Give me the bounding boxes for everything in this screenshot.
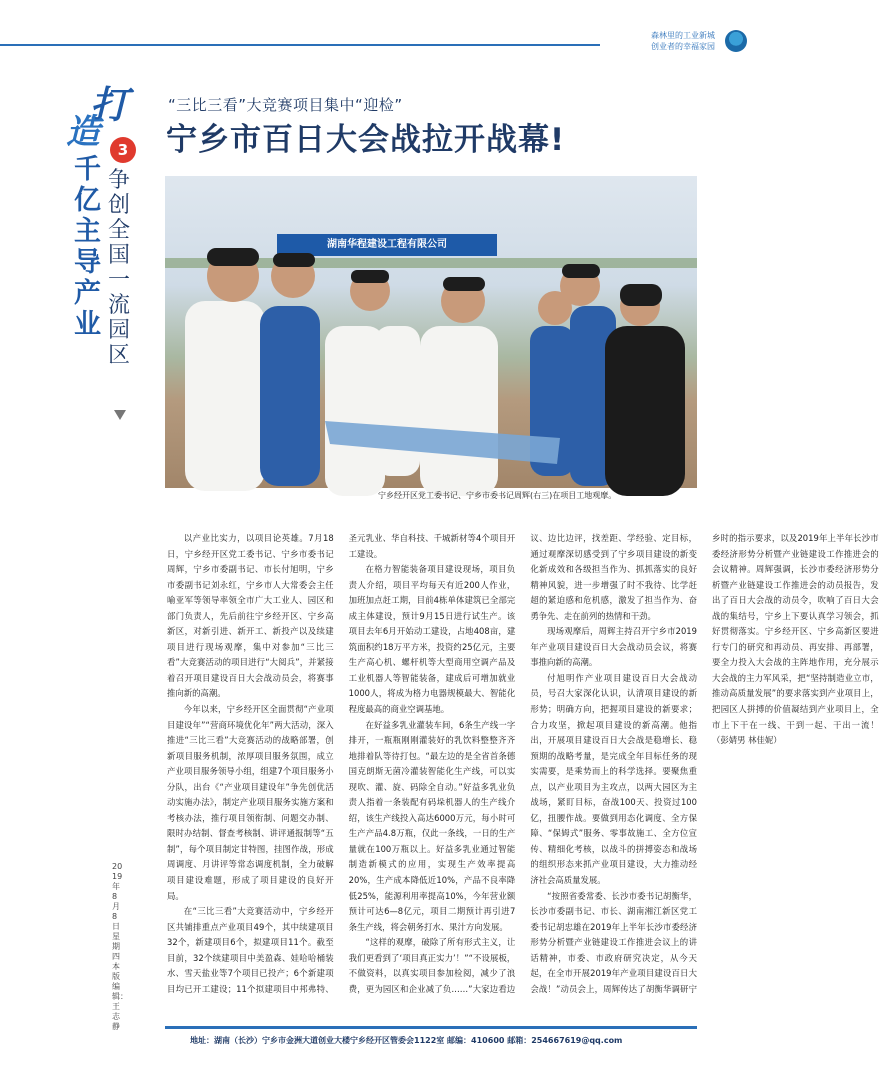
header-rule	[0, 44, 600, 46]
news-photo	[165, 176, 697, 488]
triangle-down-icon	[114, 410, 126, 420]
slogan-line-2: 创业者的幸福家园	[651, 42, 715, 51]
park-logo-icon	[725, 30, 747, 52]
paragraph: 现场观摩后，周辉主持召开宁乡市2019年产业项目建设百日大会战动员会议，将赛事推向新的高潮。	[530, 626, 697, 668]
section-title-main: 千亿主导产业	[74, 154, 101, 340]
article-headline: 宁乡市百日大会战拉开战幕!	[166, 122, 566, 158]
paragraph: 在格力智能装备项目建设现场，项目负责人介绍，项目平均每天有近200人作业，加班加点赶工期，目前4栋单体建筑已全部完成主体建设，预计9月15日进行试生产。该项目去年6月开始动工建设，占地408亩，建筑面积约18万平方米，投资约25亿元，主要生产高心机、螺杆机等大型商用空调产品及工业机器人等智能装备，建成后可增加就业1000人，将成为格力电器规模最大、智能化程度最高的商业空调基地。	[348, 564, 516, 715]
footer-rule	[165, 1026, 697, 1029]
section-subtitle: 争创全国一流园区	[108, 168, 131, 368]
people-illustration	[165, 176, 697, 488]
header-slogan	[651, 30, 715, 52]
slogan-line-1: 森林里的工业新城	[651, 31, 715, 40]
article-body	[167, 531, 879, 1003]
photo-caption: 宁乡经开区党工委书记、宁乡市委书记周辉(右三)在项目工地观摩。	[378, 491, 617, 500]
paragraph: 在好益多乳业灌装车间，6条生产线一字排开，一瓶瓶刚刚灌装好的乳饮料整整齐齐地排着队等待打包。“最左边的是全省首条德国克朗斯无菌冷灌装智能化生产线，可以实现吹、灌、旋、码除全自动。”好益多乳业负责人指着一条装配有码垛机器人的生产线介绍，该生产线投入高达6000万元，每小时可生产产品4.8万瓶，仅此一条线，一日的生产量就在100万瓶以上。好益多乳业通过智能制造新模式的应用，实现生产效率提高20%，生产成本降低近10%，产品不良率降低25%，能源利用率提高10%，今年营业额预计可达6—8亿元，项目二期预计再引进7条生产线，将会朝务打水、果汁方向发展。	[348, 719, 516, 932]
paragraph: “按照省委常委、长沙市委书记胡衡华，长沙市委副书记、市长、湖南湘江新区党工委书记胡忠雄在2019年上半年长沙市委经济形势分析暨产业链建设工作推进会议上的讲话精神，市委、市政府研究决定，从今天起，在全市开展2019年产业项目建设百日大会战！”动员会上，周辉传达了胡衡华调研宁乡时的指示要求，以及2019年上半年长沙市委经济形势分析暨产业链建设工作推进会的会议精神。周辉强调，长沙市委经济形势分析暨产业链建设工作推进会的动员报告，发出了百日大会战的动员令，吹响了百日大会战的集结号，宁乡上下要认真学习领会，抓好贯彻落实。宁乡经开区、宁乡高新区要进行专门的研究和再动员、再安排、再部署，要全力投入大会战的主阵地作用，充分展示大会战的主力军风采，把“坚持制造业立市，推动高质量发展”的要求落实到产业项目上，把园区人拼搏的价值凝结到产业项目上，全市上下干在一线、干到一起、干出一流！（彭婧男 林佳妮）	[530, 533, 879, 994]
article-kicker: “三比三看”大竞赛项目集中“迎检”	[168, 96, 403, 114]
paragraph: 在“三比三看”大竞赛活动中，宁乡经开区共铺排重点产业项目49个，其中续建项目32个，新建项目6个，拟建项目11个。截至目前，32个续建项目中美盈森、娃哈哈桶装水、雪天盐业等7个项目已投产；6个新建项目均已开工建设；11个拟建项目中邦弗特、圣元乳业、华自科技、千城新材等4个项目开工建设。	[167, 533, 516, 994]
photo-banner: 湖南华程建设工程有限公司	[277, 234, 497, 256]
paragraph: 付旭明作产业项目建设百日大会战动员，号召大家深化认识，认清项目建设的新形势；明确方向，把握项目建设的新要求；合力攻坚，掀起项目建设的新高潮。他指出，开展项目建设百日大会战是稳增长、稳预期的战略考量，是完成全年目标任务的现实需要，是乘势而上的科学选择。要聚焦重点，以产业项目为主攻点，以两大园区为主战场，紧盯目标，奋战100天、投资过100亿，扭腰作战。要做到用态化调度、全方保障、“保姆式”服务、零事故施工、全方位宣传、精细化考核，以战斗的拼搏姿态和战场的组织形态来抓产业项目建设，大力推动经济社会高质量发展。	[530, 672, 697, 886]
paragraph: “这样的观摩，破除了所有形式主义，让我们更看到了‘项目真正实力’！”“不设展板，不做资料，以真实项目参加检阅，减少了浪费，更为园区和企业减了负……”大家边看边议、边比边评，找差距、学经验、定目标，通过观摩深切感受到了宁乡项目建设的新变化新成效和各级担当作为、抓抓落实的良好精神风貌，进一步增强了时不我待、比学赶超的紧迫感和危机感，激发了担当作为、奋勇争先、走在前列的热情和干劲。	[348, 533, 697, 994]
issue-date-editor: 2019年8月8日 星期四 本版编辑：王志静	[112, 862, 128, 1031]
paragraph: 以产业比实力，以项目论英雄。7月18日，宁乡经开区党工委书记、宁乡市委书记周辉，宁乡市委副书记、市长付旭明，宁乡市委副书记刘永红，宁乡市人大常委会主任喻亚军等领导率领全市广大工业人、园区和部门负责人，先后前往宁乡经开区、宁乡高新区，对新引进、新开工、新投产以及续建项目进行现场观摩，集中对参加“三比三看”大竞赛活动的项目进行“大阅兵”，并紧接着召开项目建设百日大会战动员会，将赛事推向新的高潮。	[167, 533, 334, 699]
section-title-zao: 造	[66, 112, 100, 152]
section-title-da: 打	[90, 83, 129, 127]
section-number-badge: 3	[110, 137, 136, 163]
paragraph: 今年以来，宁乡经开区全面贯彻“产业项目建设年”“营商环境优化年”两大活动，深入推进“三比三看”大竞赛活动的战略部署，创新项目服务机制，浓厚项目服务氛围，成立产业项目服务领导小组，组建7个项目服务小分队，出台《“产业项目建设年”争先创优活动实施办法》，制定产业项目服务实施方案和考核办法，推行项目领衔制、问题交办制、限时办结制、督查考核制、讲评通报制等“五制”，每个项目制定甘特图，挂图作战，形成周调度、月讲评等常态调度机制，全力破解项目建设难题，形成了项目建设的良好开局。	[167, 704, 334, 901]
footer-address: 地址：湖南（长沙）宁乡市金洲大道创业大楼宁乡经开区管委会1122室 邮编：410600 邮箱：254667619@qq.com	[190, 1036, 623, 1045]
